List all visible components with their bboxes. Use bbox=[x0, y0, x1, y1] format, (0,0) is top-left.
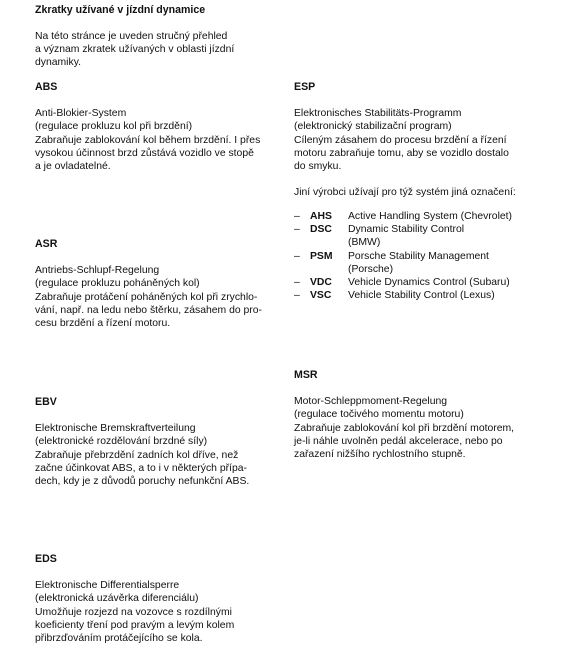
list-abbr: PSM bbox=[310, 250, 333, 262]
asr-description: (regulace prokluzu poháněných kol) Zabraňuje protáčení poháněných kol při zrychlo- vání, např. na ledu nebo štěrku, zásahem do pro- cesu brzdění a řízení motoru. bbox=[35, 278, 263, 330]
eds-section bbox=[35, 553, 285, 645]
ebv-description: (elektronické rozdělování brzdné síly) Zabraňuje přebrzdění zadních kol dříve, než začne účinkovat ABS, a to i v některých přípa- dech, kdy je z důvodů poruchy nefunkční ABS. bbox=[35, 436, 250, 488]
esp-heading: ESP bbox=[294, 81, 316, 93]
list-abbr: VDC bbox=[310, 277, 332, 289]
esp-others-intro: Jiní výrobci užívají pro týž systém jiná označení: bbox=[294, 187, 516, 199]
list-item bbox=[294, 276, 554, 289]
list-dash: – bbox=[294, 277, 300, 289]
msr-full-name: Motor-Schleppmoment-Regelung bbox=[294, 396, 448, 408]
abs-full-name: Anti-Blokier-System bbox=[35, 108, 127, 120]
list-item bbox=[294, 289, 554, 302]
list-dash: – bbox=[294, 224, 300, 236]
abs-description: (regulace prokluzu kol při brzdění) Zabraňuje zablokování kol během brzdění. I přes vysokou účinnost brzd zůstává vozidlo ve stopě a je ovladatelné. bbox=[35, 121, 261, 173]
eds-description: (elektronická uzávěrka diferenciálu) Umožňuje rozjezd na vozovce s rozdílnými koeficienty tření pod pravým a levým kolem přibrzďováním protáčejícího se kola. bbox=[35, 593, 235, 645]
list-name: Dynamic Stability Control (BMW) bbox=[348, 224, 465, 249]
list-item bbox=[294, 210, 554, 223]
ebv-full-name: Elektronische Bremskraftverteilung bbox=[35, 423, 196, 435]
eds-heading: EDS bbox=[35, 553, 57, 565]
asr-section bbox=[35, 238, 285, 330]
asr-full-name: Antriebs-Schlupf-Regelung bbox=[35, 265, 160, 277]
list-abbr: AHS bbox=[310, 211, 332, 222]
list-item bbox=[294, 250, 554, 276]
ebv-section bbox=[35, 396, 285, 488]
msr-description: (regulace točivého momentu motoru) Zabraňuje zablokování kol při brzdění motorem, je-li náhle uvolněn pedál akcelerace, nebo po zařazení nižšího rychlostního stupně. bbox=[294, 409, 515, 461]
msr-heading: MSR bbox=[294, 369, 318, 381]
msr-section bbox=[294, 369, 554, 461]
eds-full-name: Elektronische Differentialsperre bbox=[35, 580, 180, 592]
list-dash: – bbox=[294, 290, 300, 302]
abs-heading: ABS bbox=[35, 81, 58, 93]
ebv-heading: EBV bbox=[35, 396, 57, 408]
list-abbr: DSC bbox=[310, 224, 332, 236]
abs-section bbox=[35, 81, 285, 173]
list-name: Vehicle Stability Control (Lexus) bbox=[348, 290, 495, 302]
list-name: Active Handling System (Chevrolet) bbox=[348, 211, 513, 222]
list-abbr: VSC bbox=[310, 290, 332, 302]
asr-heading: ASR bbox=[35, 238, 58, 250]
list-dash: – bbox=[294, 250, 300, 262]
esp-full-name: Elektronisches Stabilitäts-Programm bbox=[294, 108, 462, 120]
list-dash: – bbox=[294, 211, 300, 222]
intro-text: Na této stránce je uveden stručný přehled a význam zkratek užívaných v oblasti jízdní dynamiky. bbox=[35, 31, 235, 69]
list-name: Porsche Stability Management (Porsche) bbox=[348, 250, 489, 275]
esp-alternatives-list bbox=[294, 210, 554, 302]
list-item bbox=[294, 223, 554, 249]
esp-description: (elektronický stabilizační program) Cíleným zásahem do procesu brzdění a řízení motoru zabraňuje tomu, aby se vozidlo dostalo do smyku. bbox=[294, 121, 509, 173]
page-title: Zkratky užívané v jízdní dynamice bbox=[35, 4, 206, 16]
esp-section bbox=[294, 81, 554, 199]
list-name: Vehicle Dynamics Control (Subaru) bbox=[348, 277, 510, 289]
